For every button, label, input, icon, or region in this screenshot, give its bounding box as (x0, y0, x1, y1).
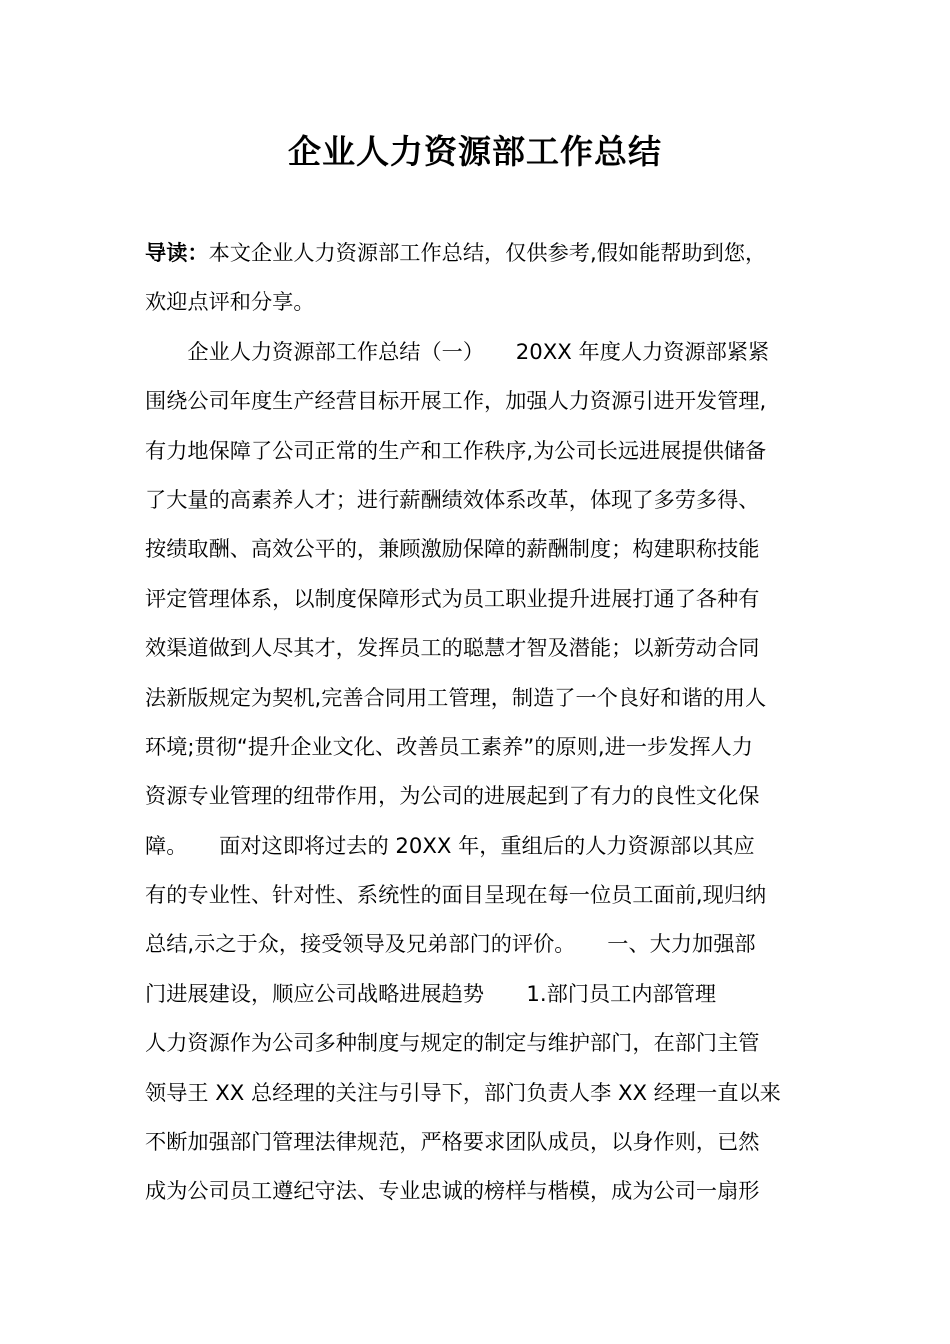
body-line: 了大量的高素养人才；进行薪酬绩效体系改革，体现了多劳多得、 (145, 486, 760, 512)
body-line: 门进展建设，顺应公司战略进展趋势 1.部门员工内部管理 (145, 980, 717, 1006)
document-title: 企业人力资源部工作总结 (288, 132, 662, 171)
body-line: 围绕公司年度生产经营目标开展工作，加强人力资源引进开发管理, (145, 388, 767, 414)
body-line: 有的专业性、针对性、系统性的面目呈现在每一位员工面前,现归纳 (145, 882, 767, 908)
body-line: 资源专业管理的纽带作用，为公司的进展起到了有力的良性文化保 (145, 783, 760, 809)
body-line: 环境;贯彻“提升企业文化、改善员工素养”的原则,进一步发挥人力 (145, 733, 753, 759)
body-line: 评定管理体系，以制度保障形式为员工职业提升进展打通了各种有 (145, 585, 760, 611)
body-line: 领导王 XX 总经理的关注与引导下，部门负责人李 XX 经理一直以来 (145, 1079, 781, 1105)
lead-paragraph-line: 欢迎点评和分享。 (145, 289, 315, 315)
body-line: 不断加强部门管理法律规范，严格要求团队成员，以身作则，已然 (145, 1129, 760, 1155)
body-line: 障。 面对这即将过去的 20XX 年，重组后的人力资源部以其应 (145, 832, 755, 858)
lead-label: 导读： (145, 240, 209, 265)
body-line: 按绩取酬、高效公平的，兼顾激励保障的薪酬制度；构建职称技能 (145, 536, 760, 562)
body-line: 总结,示之于众，接受领导及兄弟部门的评价。 一、大力加强部 (145, 931, 756, 957)
body-line: 企业人力资源部工作总结（一） 20XX 年度人力资源部紧紧 (145, 338, 770, 364)
document-body (145, 228, 807, 1216)
body-line: 人力资源作为公司多种制度与规定的制定与维护部门，在部门主管 (145, 1030, 760, 1056)
body-line: 成为公司员工遵纪守法、专业忠诚的榜样与楷模，成为公司一扇形 (145, 1178, 760, 1204)
body-line: 有力地保障了公司正常的生产和工作秩序,为公司长远进展提供储备 (145, 437, 767, 463)
body-line: 效渠道做到人尽其才，发挥员工的聪慧才智及潜能；以新劳动合同 (145, 635, 760, 661)
lead-paragraph-line (145, 228, 807, 277)
lead-text: 本文企业人力资源部工作总结，仅供参考,假如能帮助到您， (208, 240, 767, 265)
body-line: 法新版规定为契机,完善合同用工管理，制造了一个良好和谐的用人 (145, 684, 767, 710)
